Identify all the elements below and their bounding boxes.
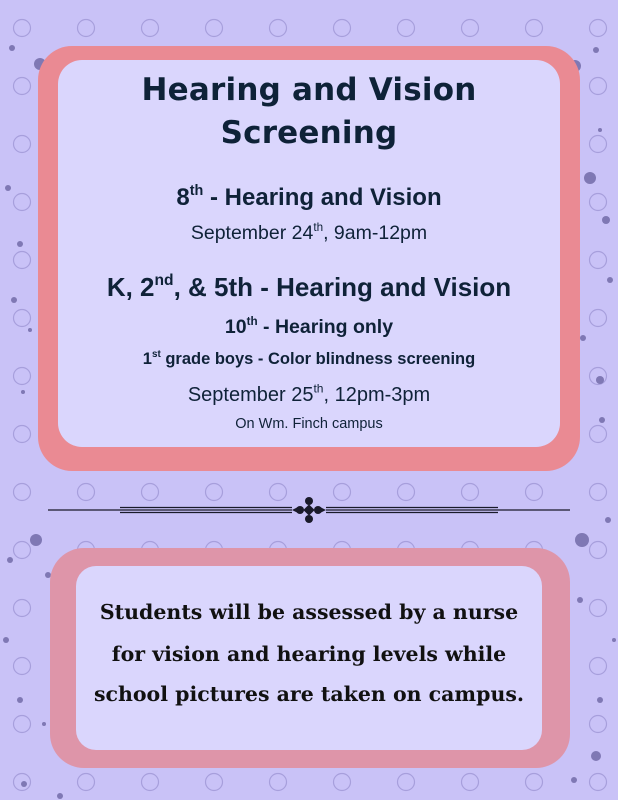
- pattern-ring: [590, 252, 607, 269]
- pattern-dot: [597, 697, 603, 703]
- pattern-dot: [28, 328, 32, 332]
- pattern-ring: [590, 20, 607, 37]
- pattern-ring: [14, 426, 31, 443]
- pattern-dot: [11, 297, 17, 303]
- pattern-ring: [590, 542, 607, 559]
- pattern-ring: [14, 600, 31, 617]
- pattern-ring: [526, 774, 543, 791]
- pattern-ring: [398, 20, 415, 37]
- pattern-dot: [577, 597, 583, 603]
- pattern-ring: [206, 774, 223, 791]
- group2-date: September 25th, 12pm-3pm: [187, 381, 431, 406]
- pattern-dot: [5, 185, 11, 191]
- pattern-ring: [270, 20, 287, 37]
- pattern-dot: [599, 417, 605, 423]
- pattern-ring: [590, 78, 607, 95]
- pattern-dot: [593, 47, 599, 53]
- pattern-ring: [14, 310, 31, 327]
- pattern-ring: [462, 20, 479, 37]
- pattern-ring: [526, 20, 543, 37]
- pattern-ring: [334, 20, 351, 37]
- pattern-ring: [334, 774, 351, 791]
- pattern-dot: [21, 781, 27, 787]
- eighth-grade-date: September 24th, 9am-12pm: [190, 220, 428, 244]
- pattern-ring: [14, 658, 31, 675]
- pattern-ring: [590, 426, 607, 443]
- pattern-dot: [575, 533, 589, 547]
- pattern-ring: [590, 310, 607, 327]
- pattern-dot: [598, 128, 602, 132]
- flyer-title-line-2: Screening: [220, 115, 398, 151]
- pattern-ring: [14, 136, 31, 153]
- pattern-ring: [14, 78, 31, 95]
- note-line-1: Students will be assessed by a nurse: [99, 600, 519, 624]
- flyer-title-line-1: Hearing and Vision: [141, 72, 477, 108]
- pattern-dot: [17, 697, 23, 703]
- pattern-ring: [590, 774, 607, 791]
- eighth-grade-heading: 8th - Hearing and Vision: [176, 182, 442, 211]
- pattern-dot: [57, 793, 63, 799]
- tenth-grade-line: 10th - Hearing only: [224, 314, 394, 338]
- pattern-dot: [607, 277, 613, 283]
- pattern-dot: [571, 777, 577, 783]
- pattern-ring: [590, 600, 607, 617]
- pattern-ring: [14, 368, 31, 385]
- pattern-ring: [14, 716, 31, 733]
- pattern-dot: [21, 390, 25, 394]
- screening-details-panel: [58, 60, 560, 447]
- pattern-dot: [591, 751, 601, 761]
- pattern-ring: [14, 20, 31, 37]
- first-grade-line: 1st grade boys - Color blindness screening: [142, 349, 476, 368]
- pattern-dot: [7, 557, 13, 563]
- note-line-3: school pictures are taken on campus.: [93, 682, 525, 706]
- pattern-dot: [580, 335, 586, 341]
- pattern-ring: [14, 194, 31, 211]
- pattern-ring: [14, 542, 31, 559]
- assessment-note-panel: [76, 566, 542, 750]
- pattern-ring: [78, 20, 95, 37]
- pattern-ring: [462, 774, 479, 791]
- pattern-ring: [398, 774, 415, 791]
- pattern-ring: [590, 194, 607, 211]
- pattern-ring: [14, 252, 31, 269]
- pattern-dot: [596, 376, 604, 384]
- location-line: On Wm. Finch campus: [235, 416, 383, 432]
- pattern-ring: [142, 20, 159, 37]
- ornamental-divider: [0, 490, 618, 530]
- pattern-dot: [17, 241, 23, 247]
- pattern-dot: [3, 637, 9, 643]
- pattern-ring: [78, 774, 95, 791]
- pattern-dot: [9, 45, 15, 51]
- k-2-5-heading: K, 2nd, & 5th - Hearing and Vision: [106, 272, 512, 302]
- pattern-ring: [590, 716, 607, 733]
- pattern-ring: [270, 774, 287, 791]
- pattern-dot: [30, 534, 42, 546]
- pattern-dot: [42, 722, 46, 726]
- pattern-ring: [142, 774, 159, 791]
- pattern-ring: [590, 658, 607, 675]
- pattern-dot: [584, 172, 596, 184]
- pattern-dot: [602, 216, 610, 224]
- note-line-2: for vision and hearing levels while: [111, 642, 507, 666]
- fleuron-icon: [292, 497, 326, 523]
- pattern-ring: [590, 136, 607, 153]
- pattern-ring: [206, 20, 223, 37]
- pattern-dot: [612, 638, 616, 642]
